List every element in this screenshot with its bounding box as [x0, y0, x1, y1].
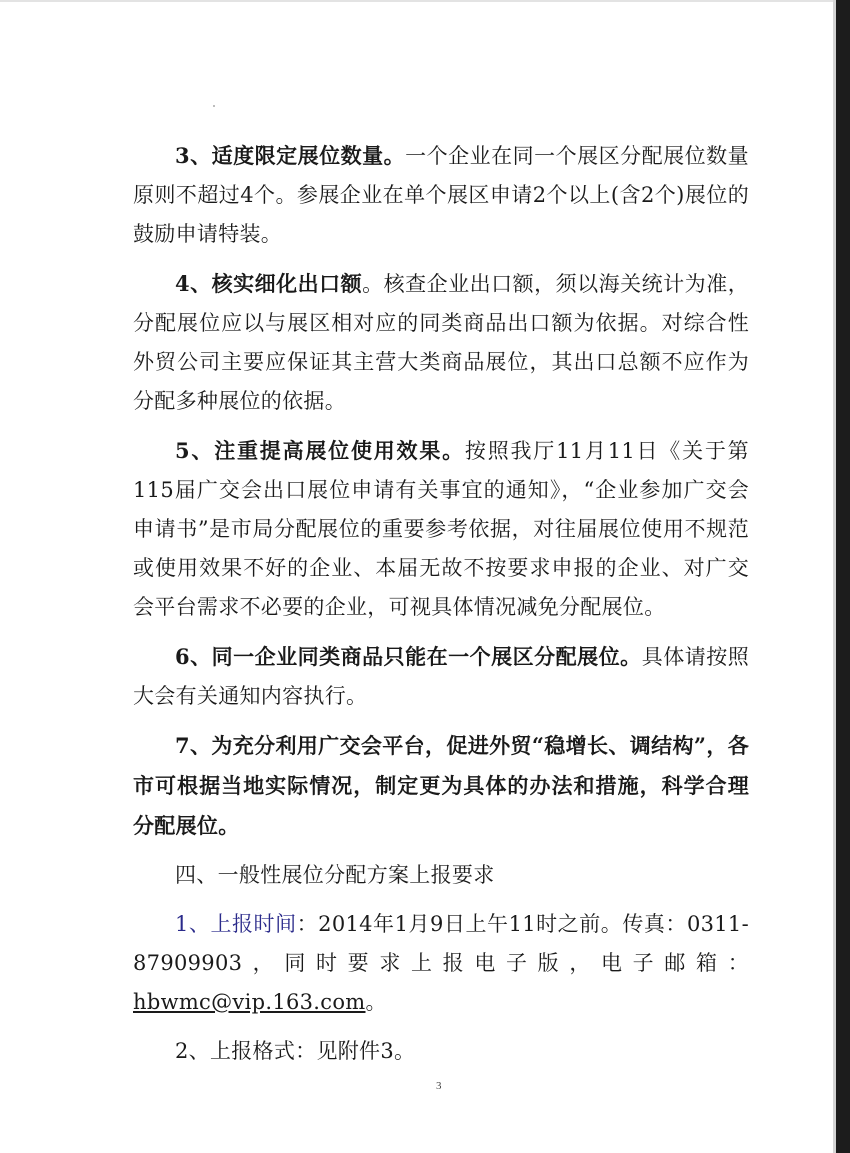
scan-right-edge — [836, 0, 850, 1153]
item-7-title: 7、为充分利用广交会平台，促进外贸“稳增长、调结构”，各市可根据当地实际情况，制定更为具体的办法和措施，科学合理分配展位。 — [133, 733, 749, 838]
item-5-title: 5、注重提高展位使用效果。 — [175, 438, 465, 463]
report-time-end: 。 — [365, 990, 387, 1014]
item-3-title: 3、适度限定展位数量。 — [175, 143, 406, 168]
scan-speck — [213, 105, 215, 107]
section-4-heading: 四、一般性展位分配方案上报要求 — [175, 863, 495, 887]
item-6-title: 6、同一企业同类商品只能在一个展区分配展位。 — [175, 644, 642, 669]
item-4-paragraph — [133, 264, 749, 421]
report-format-paragraph: 2、上报格式：见附件3。 — [175, 1039, 416, 1063]
report-time-paragraph — [133, 905, 749, 1022]
item-5-text: 按照我厅11月11日《关于第115届广交会出口展位申请有关事宜的通知》，“企业参加广交会申请书”是市局分配展位的重要参考依据，对往届展位使用不规范或使用效果不好的企业、本届无故不按要求申报的企业、对广交会平台需求不必要的企业，可视具体情况减免分配展位。 — [133, 439, 749, 619]
item-4-text: 。核查企业出口额，须以海关统计为准，分配展位应以与展区相对应的同类商品出口额为依据。对综合性外贸公司主要应保证其主营大类商品展位，其出口总额不应作为分配多种展位的依据。 — [133, 272, 749, 413]
item-3-text: 一个企业在同一个展区分配展位数量原则不超过4个。参展企业在单个展区申请2个以上(含2个)展位的鼓励申请特装。 — [133, 144, 749, 246]
page-number: 3 — [436, 1080, 442, 1092]
item-5-paragraph — [133, 431, 749, 627]
document-body — [133, 136, 749, 1071]
item-6-paragraph — [133, 637, 749, 716]
email-link[interactable]: hbwmc@vip.163.com — [133, 990, 366, 1014]
item-3-paragraph — [133, 136, 749, 254]
scan-top-edge — [0, 0, 836, 2]
report-time-text: ：2014年1月9日上午11时之前。传真：0311-87909903，同时要求上报电子版，电子邮箱： — [133, 912, 749, 975]
item-7-paragraph — [133, 726, 749, 846]
report-time-label: 1、上报时间 — [175, 912, 297, 936]
item-6-text: 具体请按照大会有关通知内容执行。 — [133, 645, 749, 708]
item-4-title: 4、核实细化出口额 — [175, 271, 363, 296]
